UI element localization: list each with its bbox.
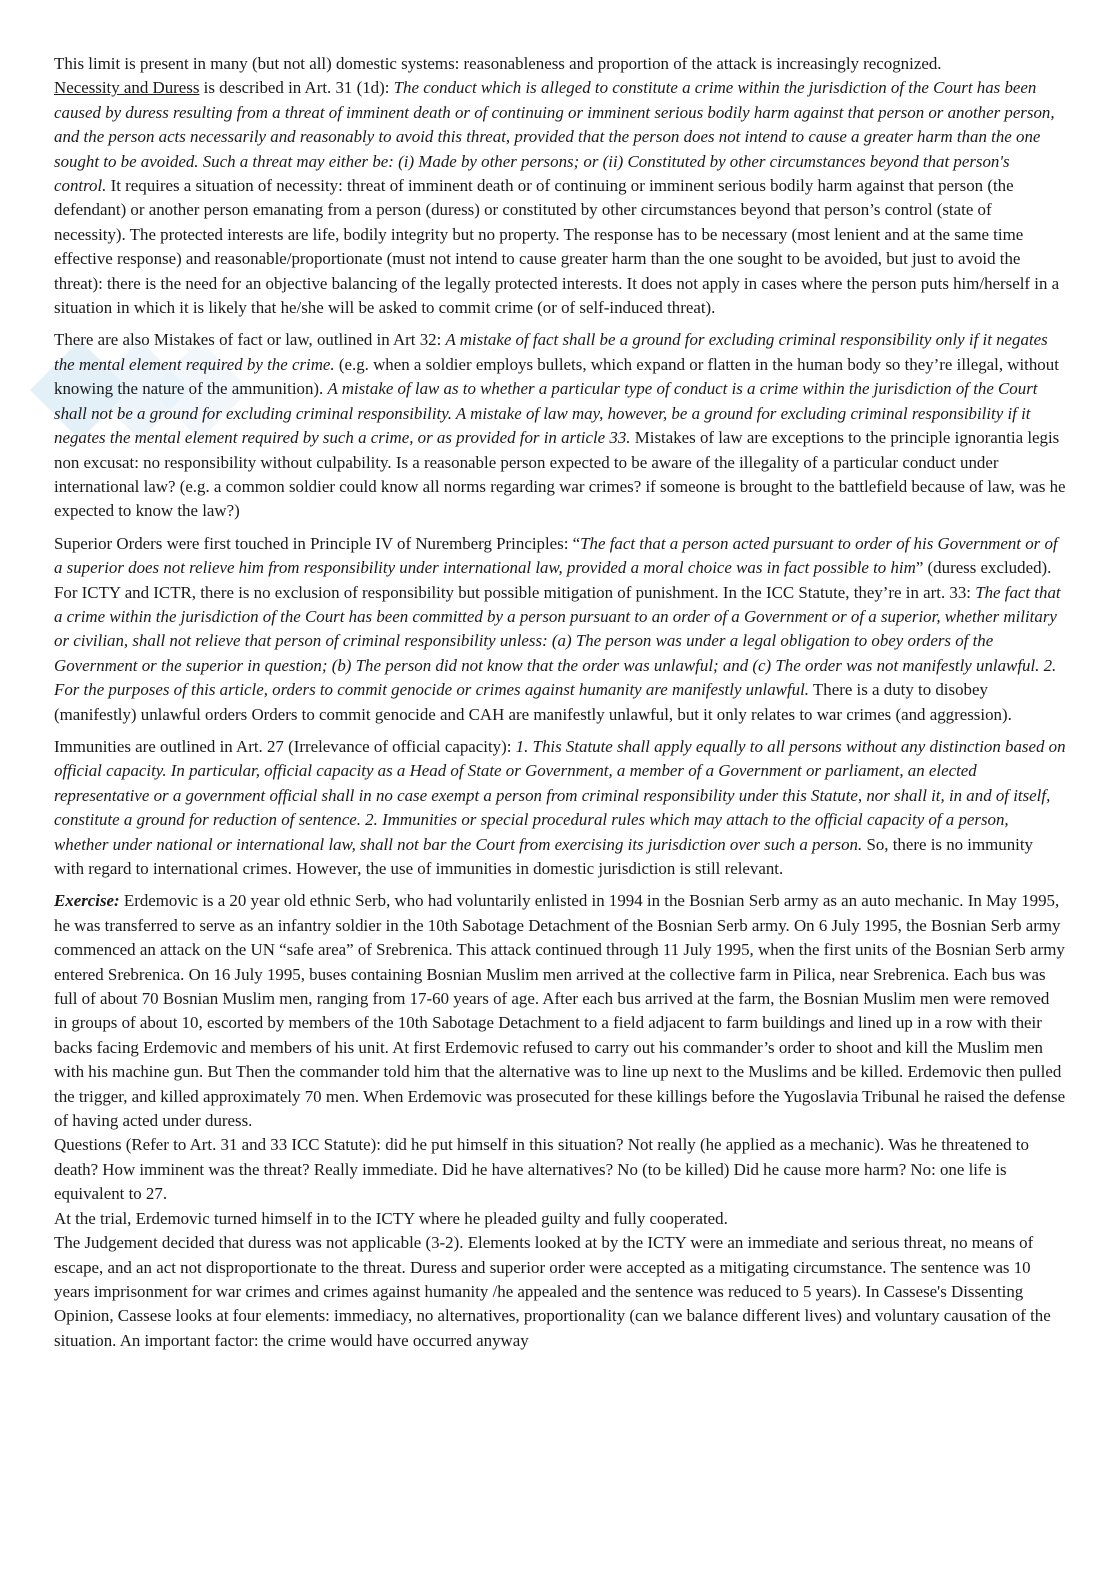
quote-art-27: 1. This Statute shall apply equally to all persons without any distinction based on official capacity. In particular, official capacity as a Head of State or Government, a member of a Government or parliament, an elected representative or a government official shall in no case exempt a person from criminal responsibility under this Statute, nor shall it, in and of itself, constitute a ground for reduction of sentence. 2. Immunities or special procedural rules which may attach to the official capacity of a person, whether under national or international law, shall not bar the Court from exercising its jurisdiction over such a person. [54, 736, 1066, 854]
text: Superior Orders were first touched in Principle IV of Nuremberg Principles: “ [54, 533, 581, 553]
paragraph-immunities [54, 735, 1066, 881]
exercise-label: Exercise: [54, 891, 120, 911]
paragraph-judgement: The Judgement decided that duress was not applicable (3-2). Elements looked at by the ICTY were an immediate and serious threat, no means of escape, and an act not disproportionate to the threat. Duress and superior order were accepted as a mitigating circumstance. The sentence was 10 years imprisonment for war crimes and crimes against humanity /he appealed and the sentence was reduced to 5 years). In Cassese's Dissenting Opinion, Cassese looks at four elements: immediacy, no alternatives, proportionality (can we balance different lives) and voluntary causation of the situation. An important factor: the crime would have occurred anyway [54, 1233, 1051, 1350]
quote-art-32-fact: A mistake of fact shall be a ground for excluding criminal responsibility only if it negates the mental element required by the crime. [54, 330, 1048, 374]
text: It requires a situation of necessity: threat of imminent death or of continuing or imminent serious bodily harm against that person (the defendant) or another person emanating from a person (duress) or constituted by other circumstances beyond that person’s control (state of necessity). The protected interests are life, bodily integrity but no property. The response has to be necessary (most lenient and at the same time effective response) and reasonable/proportionate (must not intend to cause greater harm than the one sought to be avoided, but just to avoid the threat): there is the need for an objective balancing of the legally protected interests. It does not apply in cases where the person puts him/herself in a situation in which it is likely that he/she will be asked to commit crime (or of self-induced threat). [54, 176, 1060, 318]
text: Mistakes of law are exceptions to the principle ignorantia legis non excusat: no responsibility without culpability. Is a reasonable person expected to be aware of the illegality of a particular conduct under international law? (e.g. a common soldier could know all norms regarding war crimes? if someone is brought to the battlefield because of law, was he expected to know the law?) [54, 428, 1066, 521]
text: is described in Art. 31 (1d): [199, 78, 394, 98]
text: ” (duress excluded). For ICTY and ICTR, there is no exclusion of responsibility but possible mitigation of punishment. In the ICC Statute, they’re in art. 33: [54, 558, 1052, 602]
quote-nuremberg-principle: The fact that a person acted pursuant to order of his Government or of a superior does not relieve him from responsibility under international law, provided a moral choice was in fact possible to him [54, 533, 1058, 578]
quote-art-33: The fact that a crime within the jurisdiction of the Court has been committed by a person pursuant to an order of a Government or of a superior, whether military or civilian, shall not relieve that person of criminal responsibility unless: (a) The person was under a legal obligation to obey orders of the Government or the superior in question; (b) The person did not know that the order was unlawful; and (c) The order was not manifestly unlawful. 2. For the purposes of this article, orders to commit genocide or crimes against humanity are manifestly unlawful. [54, 582, 1061, 700]
text: There are also Mistakes of fact or law, outlined in Art 32: [54, 330, 446, 350]
heading-necessity-duress: Necessity and Duress [54, 78, 200, 98]
text: Immunities are outlined in Art. 27 (Irrelevance of official capacity): [54, 736, 516, 756]
quote-art-32-law: A mistake of law as to whether a particular type of conduct is a crime within the jurisdiction of the Court shall not be a ground for excluding criminal responsibility. A mistake of law may, however, be a ground for excluding criminal responsibility if it negates the mental element required by such a crime, or as provided for in article 33. [54, 379, 1038, 448]
text: Erdemovic is a 20 year old ethnic Serb, who had voluntarily enlisted in 1994 in the Bosnian Serb army as an auto mechanic. In May 1995, he was transferred to serve as an infantry soldier in the 10th Sabotage Detachment of the Bosnian Serb army. On 6 July 1995, the Bosnian Serb army commenced an attack on the UN “safe area” of Srebrenica. This attack continued through 11 July 1995, when the first units of the Bosnian Serb army entered Srebrenica. On 16 July 1995, buses containing Bosnian Muslim men arrived at the collective farm in Pilica, near Srebrenica. Each bus was full of about 70 Bosnian Muslim men, ranging from 17-60 years of age. After each bus arrived at the farm, the Bosnian Muslim men were removed in groups of about 10, escorted by members of the 10th Sabotage Detachment to a field adjacent to farm buildings and lined up in a row with their backs facing Erdemovic and members of his unit. At first Erdemovic refused to carry out his commander’s order to shoot and kill the Muslim men with his machine gun. But Then the commander told him that the alternative was to line up next to the Muslims and be killed. Erdemovic then pulled the trigger, and killed approximately 70 men. When Erdemovic was prosecuted for these killings before the Yugoslavia Tribunal he raised the defense of having acted under duress. [54, 891, 1066, 1131]
paragraph-mistakes [54, 328, 1066, 523]
paragraph-trial: At the trial, Erdemovic turned himself in to the ICTY where he pleaded guilty and fully cooperated. [54, 1208, 728, 1228]
quote-art-31: The conduct which is alleged to constitute a crime within the jurisdiction of the Court has been caused by duress resulting from a threat of imminent death or of continuing or imminent serious bodily harm against that person or another person, and the person acts necessarily and reasonably to avoid this threat, provided that the person does not intend to cause a greater harm than the one sought to be avoided. Such a threat may either be: (i) Made by other persons; or (ii) Constituted by other circumstances beyond that person's control. [54, 78, 1055, 196]
text: So, there is no immunity with regard to international crimes. However, the use of immunities in domestic jurisdiction is still relevant. [54, 834, 1033, 878]
document-page [54, 52, 1066, 1353]
text: (e.g. when a soldier employs bullets, which expand or flatten in the human body so they’re illegal, without knowing the nature of the ammunition). [54, 354, 1059, 399]
paragraph-necessity-duress [54, 52, 1066, 320]
paragraph-superior-orders [54, 532, 1066, 727]
text: There is a duty to disobey (manifestly) unlawful orders Orders to commit genocide and CAH are manifestly unlawful, but it only relates to war crimes (and aggression). [54, 680, 1012, 724]
paragraph-questions: Questions (Refer to Art. 31 and 33 ICC Statute): did he put himself in this situation? Not really (he applied as a mechanic). Was he threatened to death? How imminent was the threat? Really immediate. Did he have alternatives? No (to be killed) Did he cause more harm? No: one life is equivalent to 27. [54, 1135, 1029, 1204]
paragraph-exercise [54, 889, 1066, 1133]
intro-sentence: This limit is present in many (but not all) domestic systems: reasonableness and proportion of the attack is increasingly recognized. [54, 54, 942, 73]
